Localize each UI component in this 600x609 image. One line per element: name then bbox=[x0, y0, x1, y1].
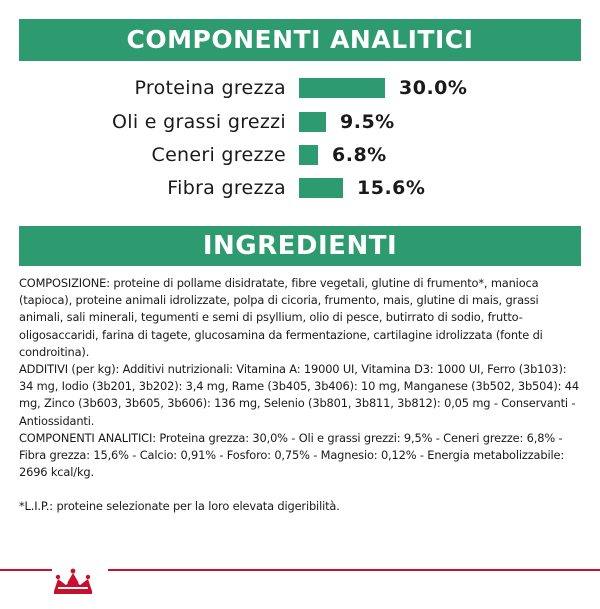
analytics-title: COMPONENTI ANALITICI bbox=[126, 25, 474, 54]
composition-text: COMPOSIZIONE: proteine di pollame disidratate, fibre vegetali, glutine di frumento*, manioca (tapioca), proteine animali idrolizzate, polpa di cicoria, frumento, mais, glutine di mais, grassi animali, sali minerali, tegumenti e semi di psyllium, olio di pesce, butirrato di sodio, frutto-oligosaccaridi, farina di tagete, glucosamina da fermentazione, cartilagine idrolizzata (fonte di condroitina). bbox=[19, 276, 543, 359]
footnote-text: *L.I.P.: proteine selezionate per la loro elevata digeribilità. bbox=[19, 499, 340, 514]
bar-label: Fibra grezza bbox=[167, 177, 286, 199]
bar-ash bbox=[299, 145, 318, 165]
bar-label: Ceneri grezze bbox=[151, 144, 286, 166]
bar-protein bbox=[299, 78, 385, 98]
bar-value: 15.6% bbox=[357, 177, 426, 199]
bar-fibre bbox=[299, 178, 343, 198]
analytic-text: COMPONENTI ANALITICI: Proteina grezza: 30,0% - Oli e grassi grezzi: 9,5% - Ceneri grezze: 6,8% - Fibra grezza: 15,6% - Calcio: 0,91% - Fosforo: 0,75% - Magnesio: 0,12% - Energia metabolizzabile: 2696 kcal/kg. bbox=[19, 430, 565, 480]
additives-text: ADDITIVI (per kg): Additivi nutrizionali: Vitamina A: 19000 UI, Vitamina D3: 1000 UI, Ferro (3b103): 34 mg, Iodio (3b201, 3b202): 3,4 mg, Rame (3b405, 3b406): 10 mg, Manganese (3b502, 3b504): 44 mg, Zinco (3b603, 3b605, 3b606): 136 mg, Selenio (3b801, 3b811, 3b812): 0,05 mg - Conservanti - Antiossidanti. bbox=[19, 362, 579, 428]
bar-value: 9.5% bbox=[340, 111, 395, 133]
bar-row-fat bbox=[0, 107, 600, 137]
bar-row-protein bbox=[0, 73, 600, 103]
ingredients-text bbox=[19, 275, 581, 516]
bar-fat bbox=[299, 112, 326, 132]
ingredients-header bbox=[19, 226, 581, 266]
bar-value: 30.0% bbox=[399, 77, 468, 99]
ingredients-title: INGREDIENTI bbox=[202, 231, 398, 261]
bar-value: 6.8% bbox=[332, 144, 387, 166]
analytics-header bbox=[19, 19, 581, 61]
bar-label: Oli e grassi grezzi bbox=[112, 111, 286, 133]
bar-row-ash bbox=[0, 140, 600, 170]
bar-label: Proteina grezza bbox=[134, 77, 286, 99]
bar-row-fibre bbox=[0, 173, 600, 203]
crown-logo-icon bbox=[54, 569, 92, 594]
footer-brand-line bbox=[0, 559, 600, 609]
